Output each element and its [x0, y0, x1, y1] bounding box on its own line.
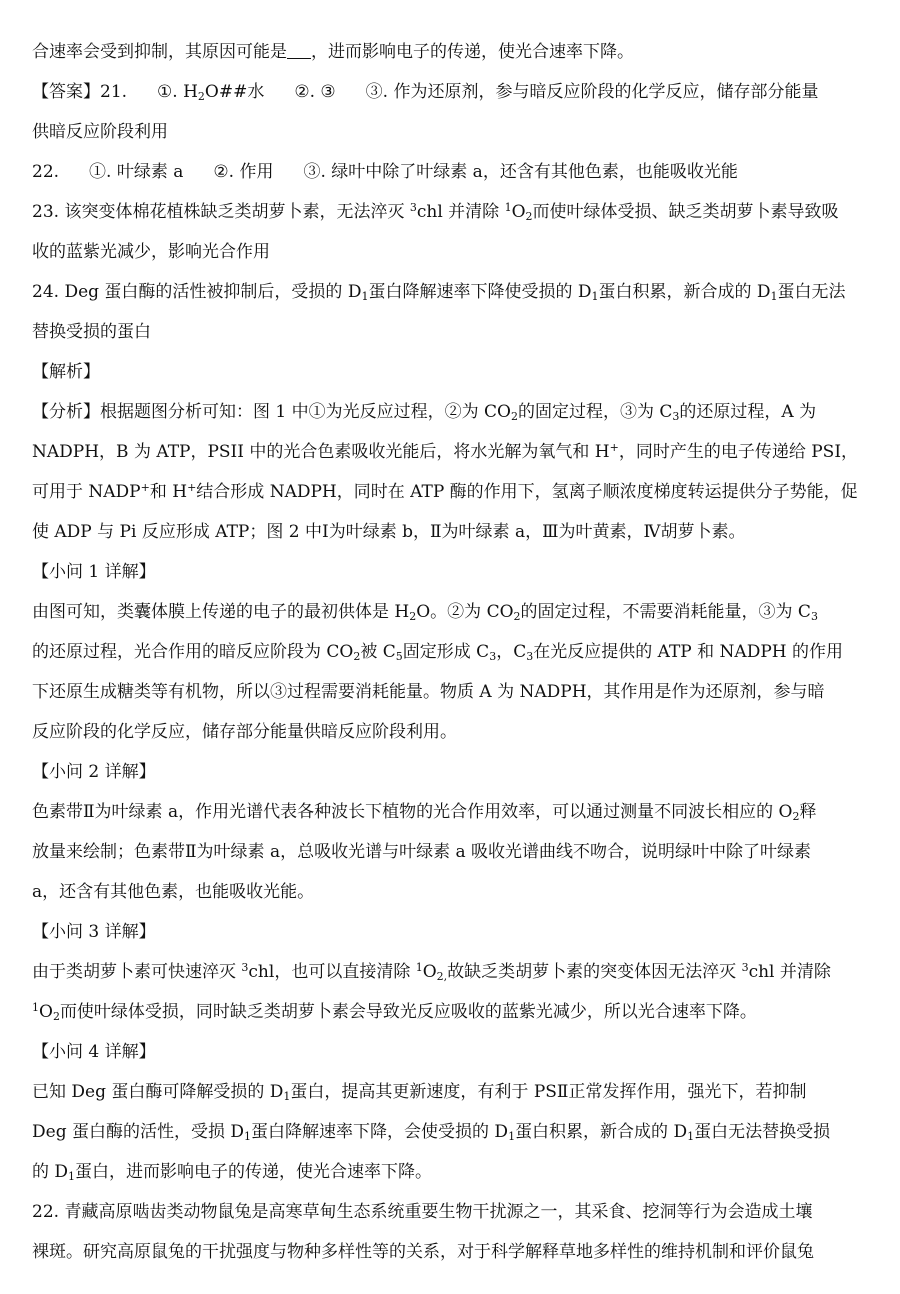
- analysis-line: 可用于 NADP+和 H+结合形成 NADPH，同时在 ATP 酶的作用下，氢离子顺浓度梯度转运提供分子势能，促: [32, 481, 858, 502]
- text-line: 收的蓝紫光减少，影响光合作用: [32, 242, 270, 262]
- text-line: 的 $D_1$蛋白，进而影响电子的传递，使光合速率下降。: [32, 1162, 433, 1183]
- analysis-line: 【分析】根据题图分析可知：图 1 中①为光反应过程，②为 $CO_2$的固定过程，③为 $C_3$的还原过程，A 为: [32, 402, 817, 423]
- text-line: 由图可知，类囊体膜上传递的电子的最初供体是 $H_2O$。②为 $CO_2$的固定过程，不需要消耗能量，③为 $C_3$: [32, 602, 818, 623]
- analysis-line: 使 ADP 与 Pi 反应形成 ATP；图 2 中Ⅰ为叶绿素 b，Ⅱ为叶绿素 a，Ⅲ为叶黄素，Ⅳ胡萝卜素。: [32, 522, 746, 542]
- text-line: $^1O_2$而使叶绿体受损，同时缺乏类胡萝卜素会导致光反应吸收的蓝紫光减少，所以光合速率下降。: [32, 1001, 757, 1023]
- fill-in-blank: [287, 42, 311, 59]
- analysis-line: NADPH，B 为 ATP，PSII 中的光合色素吸收光能后，将水光解为氧气和 H+，同时产生的电子传递给 PSⅠ，: [32, 441, 859, 462]
- text-line: 由于类胡萝卜素可快速淬灭 $^3$chl，也可以直接清除 $^1O_{2,}$故缺乏类胡萝卜素的突变体因无法淬灭 $^3$chl 并清除: [32, 961, 831, 983]
- text-line: 合速率会受到抑制，其原因可能是 ，进而影响电子的传递，使光合速率下降。: [32, 42, 634, 62]
- question-line: 22. 青藏高原啮齿类动物鼠兔是高寒草甸生态系统重要生物干扰源之一，其采食、挖洞等行为会造成土壤: [32, 1202, 813, 1222]
- text-line: 的还原过程，光合作用的暗反应阶段为 $CO_2$被 $C_5$固定形成 $C_3$，$C_3$在光反应提供的 ATP 和 NADPH 的作用: [32, 642, 844, 663]
- section-heading: 【小问 4 详解】: [32, 1042, 156, 1062]
- section-heading: 【小问 2 详解】: [32, 762, 156, 782]
- text-line: 反应阶段的化学反应，储存部分能量供暗反应阶段利用。: [32, 722, 457, 742]
- text-line: 下还原生成糖类等有机物，所以③过程需要消耗能量。物质 A 为 NADPH，其作用是作为还原剂，参与暗: [32, 682, 825, 702]
- question-line: 裸斑。研究高原鼠兔的干扰强度与物种多样性等的关系，对于科学解释草地多样性的维持机制和评价鼠兔: [32, 1242, 814, 1262]
- text-line: 替换受损的蛋白: [32, 322, 151, 342]
- text-line: 色素带Ⅱ为叶绿素 a，作用光谱代表各种波长下植物的光合作用效率，可以通过测量不同波长相应的 $O_2$释: [32, 802, 817, 823]
- text-line: a，还含有其他色素，也能吸收光能。: [32, 882, 315, 902]
- answer-line: 22. ①. 叶绿素 a ②. 作用 ③. 绿叶中除了叶绿素 a，还含有其他色素，也能吸收光能: [32, 162, 738, 182]
- section-heading: 【小问 1 详解】: [32, 562, 156, 582]
- text-line: 放量来绘制；色素带Ⅱ为叶绿素 a，总吸收光谱与叶绿素 a 吸收光谱曲线不吻合，说明绿叶中除了叶绿素: [32, 842, 812, 862]
- text-line: 已知 Deg 蛋白酶可降解受损的 $D_1$蛋白，提高其更新速度，有利于 PSⅡ正常发挥作用，强光下，若抑制: [32, 1082, 807, 1103]
- answer-line: 【答案】21. ①. $H_2O\#\#$水 ②. ③ ③. 作为还原剂，参与暗反应阶段的化学反应，储存部分能量: [32, 82, 819, 103]
- answer-line: 23. 该突变体棉花植株缺乏类胡萝卜素，无法淬灭 $^3$chl 并清除 $^1O_2$而使叶绿体受损、缺乏类胡萝卜素导致吸: [32, 201, 839, 223]
- text-line: Deg 蛋白酶的活性，受损 $D_1$蛋白降解速率下降，会使受损的 $D_1$蛋白积累，新合成的 $D_1$蛋白无法替换受损: [32, 1122, 831, 1143]
- text-line: 供暗反应阶段利用: [32, 122, 168, 142]
- answer-line: 24. Deg 蛋白酶的活性被抑制后，受损的 $D_1$蛋白降解速率下降使受损的 $D_1$蛋白积累，新合成的 $D_1$蛋白无法: [32, 282, 846, 303]
- section-heading: 【解析】: [32, 362, 100, 382]
- section-heading: 【小问 3 详解】: [32, 922, 156, 942]
